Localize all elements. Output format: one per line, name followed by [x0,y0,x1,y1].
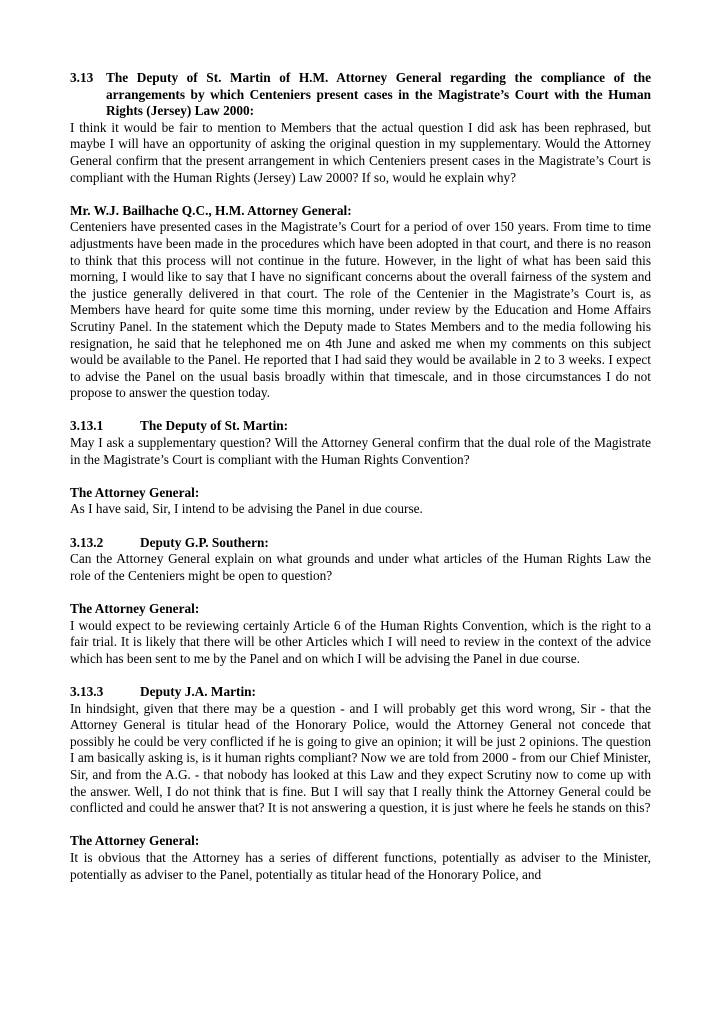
supplementary-heading [70,684,651,701]
question-heading [70,70,651,120]
question-text: I think it would be fair to mention to Members that the actual question I did ask has been rephrased, but maybe I will have an opportunity of asking the original question in my supplementary. Would the Attorney General confirm that the present arrangement in which Centeniers present cases in the Magistrate’s Court is compliant with the Human Rights (Jersey) Law 2000? If so, would he explain why? [70,119,651,185]
speaker-heading: The Attorney General: [70,484,200,500]
supplementary-number: 3.13.2 [70,534,104,550]
supplementary-text: May I ask a supplementary question? Will the Attorney General confirm that the dual role of the Magistrate in the Magistrate’s Court is compliant with the Human Rights Convention? [70,435,651,467]
answer-text: As I have said, Sir, I intend to be advising the Panel in due course. [70,501,423,517]
speaker-name: The Deputy of St. Martin: [140,418,289,434]
supplementary-text: Can the Attorney General explain on what grounds and under what articles of the Human Rights Law the role of the Centeniers might be open to question? [70,551,651,583]
speaker-name: Deputy J.A. Martin: [140,683,256,699]
supplementary-number: 3.13.1 [70,418,104,434]
question-title: The Deputy of St. Martin of H.M. Attorney General regarding the compliance of the arrangements by which Centeniers present cases in the Magistrate’s Court with the Human Rights (Jersey) Law 2000: [106,70,651,119]
speaker-heading: The Attorney General: [70,833,200,849]
answer-text: Centeniers have presented cases in the Magistrate’s Court for a period of over 150 years. From time to time adjustments have been made in the procedures which have been adopted in that court, and there is no reason to think that this process will not continue in the future. However, in the light of what has been said this morning, I would like to say that I have no significant concerns about the overall fairness of the system and the justice generally delivered in that court. The role of the Centenier in the Magistrate’s Court is, as Members have heard for quite some time this morning, under review by the Education and Home Affairs Scrutiny Panel. In the statement which the Deputy made to States Members and to the media following his resignation, he said that he telephoned me on 4th June and asked me when my comments on this subject would be available to the Panel. He reported that I had said they would be available in 2 to 3 weeks. I expect to advise the Panel on the usual basis broadly within that timescale, and in those circumstances I do not propose to answer the question today. [70,219,651,401]
speaker-heading: The Attorney General: [70,601,200,616]
supplementary-text: In hindsight, given that there may be a question - and I will probably get this word wrong, Sir - that the Attorney General is titular head of the Honorary Police, would the Attorney General not concede that possibly he could be very conflicted if he is going to give an opinion; it will be just 2 opinions. The question I am basically asking is, is it human rights compliant? Now we are told from 2000 - from our Chief Minister, Sir, and from the A.G. - that nobody has looked at this Law and they expect Scrutiny now to come up with the answer. Well, I do not think that is fine. But I will say that I really think the Attorney General could be conflicted and could he answer that? It is not answering a question, it is just where he feels he stands on this? [70,700,651,816]
speaker-heading: Mr. W.J. Bailhache Q.C., H.M. Attorney General: [70,202,352,218]
supplementary-heading [70,535,651,552]
supplementary-number: 3.13.3 [70,683,104,699]
answer-text: I would expect to be reviewing certainly Article 6 of the Human Rights Convention, which is the right to a fair trial. It is likely that there will be other Articles which I will need to review in the context of the advice which has been sent to me by the Panel and on which I will be advising the Panel in due course. [70,617,651,666]
question-number: 3.13 [70,70,94,85]
speaker-name: Deputy G.P. Southern: [140,534,269,550]
supplementary-heading [70,418,651,435]
answer-text: It is obvious that the Attorney has a series of different functions, potentially as adviser to the Minister, potentially as adviser to the Panel, potentially as titular head of the Honorary Police, and [70,849,651,882]
document-page [70,70,651,883]
